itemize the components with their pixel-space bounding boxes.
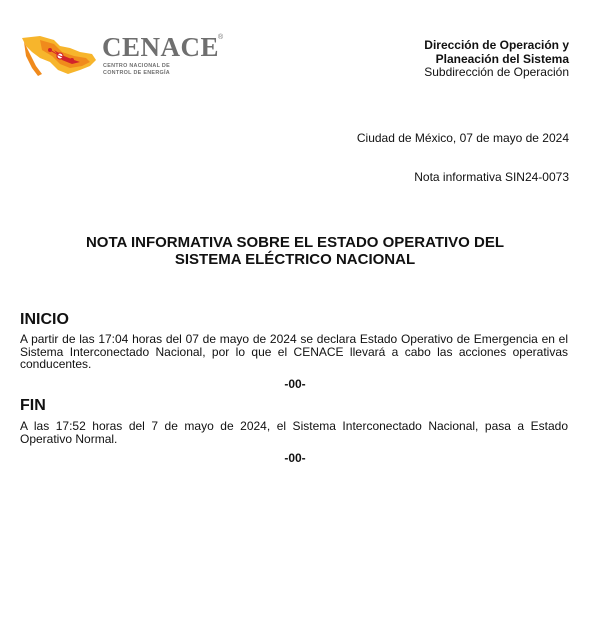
section-heading-fin: FIN (20, 397, 46, 414)
department-line2: Planeación del Sistema (435, 51, 569, 66)
logo-tagline-line2: CONTROL DE ENERGÍA (103, 70, 170, 76)
document-title (20, 234, 570, 268)
cenace-logo (20, 30, 230, 80)
logo-tagline (103, 63, 170, 77)
title-line1: NOTA INFORMATIVA SOBRE EL ESTADO OPERATIVO DEL (85, 234, 505, 251)
section-heading-inicio: INICIO (20, 311, 69, 328)
note-number: Nota informativa SIN24-0073 (414, 170, 569, 184)
logo-tagline-line1: CENTRO NACIONAL DE (103, 63, 170, 69)
department-line3: Subdirección de Operación (424, 65, 569, 79)
city-date: Ciudad de México, 07 de mayo de 2024 (356, 131, 569, 145)
mexico-map-logo-icon (20, 30, 98, 78)
registered-mark: ® (218, 34, 224, 41)
section-body-inicio: A partir de las 17:04 horas del 07 de mayo de 2024 se declara Estado Operativo de Emergencia en el Sistema Interconectado Nacional, por lo que el CENACE llevará a cabo las acciones operativas conducentes. (20, 332, 568, 371)
department-line1: Dirección de Operación y (424, 38, 569, 52)
logo-wordmark: CENACE (102, 32, 220, 62)
department-header (424, 39, 569, 80)
title-line2: SISTEMA ELÉCTRICO NACIONAL (174, 251, 416, 268)
section-body-fin: A las 17:52 horas del 7 de mayo de 2024, el Sistema Interconectado Nacional, pasa a Estado Operativo Normal. (20, 419, 568, 446)
section-separator: -00- (284, 451, 306, 465)
section-separator: -00- (284, 377, 306, 391)
